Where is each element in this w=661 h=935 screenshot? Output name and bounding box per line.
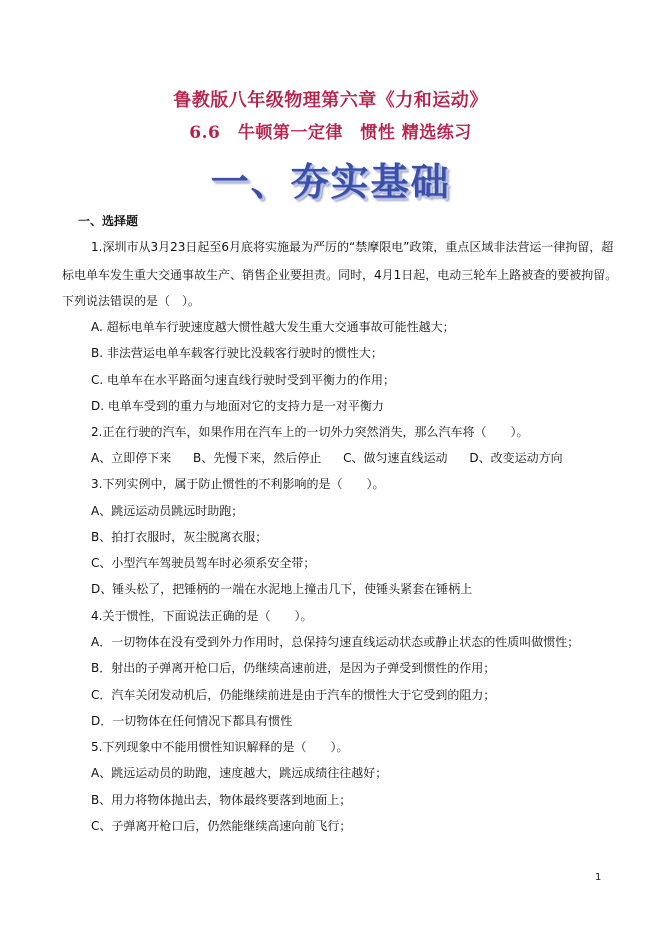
q2-option-c: C、做匀速直线运动: [343, 451, 448, 465]
q2-option-d: D、改变运动方向: [469, 451, 563, 465]
q1-option-c: C. 电单车在水平路面匀速直线行驶时受到平衡力的作用；: [91, 373, 396, 387]
q3-option-d: D、锤头松了，把锤柄的一端在水泥地上撞击几下，使锤头紧套在锤柄上: [91, 582, 473, 596]
q4-stem: 4.关于惯性，下面说法正确的是（ ）。: [91, 609, 313, 623]
q5-option-c: C、子弹离开枪口后，仍然能继续高速向前飞行；: [91, 819, 352, 833]
q1-option-a: A. 超标电单车行驶速度越大惯性越大发生重大交通事故可能性越大；: [91, 320, 455, 334]
q1-option-d: D. 电单车受到的重力与地面对它的支持力是一对平衡力: [91, 399, 384, 413]
q2-option-a: A、立即停下来: [91, 451, 172, 465]
q4-option-d: D．一切物体在任何情况下都具有惯性: [91, 714, 293, 728]
document-title: 鲁教版八年级物理第六章《力和运动》: [173, 90, 488, 111]
q2-option-b: B、先慢下来，然后停止: [193, 451, 322, 465]
section-banner: 一、夯实基础: [210, 159, 451, 204]
q4-option-b: B．射出的子弹离开枪口后，仍继续高速前进，是因为子弹受到惯性的作用；: [91, 661, 496, 675]
q2-stem: 2.正在行驶的汽车，如果作用在汽车上的一切外力突然消失，那么汽车将（ ）。: [91, 425, 529, 439]
q1-stem-line1: 1.深圳市从3月23日起至6月底将实施最为严厉的“禁摩限电”政策，重点区域非法营运一律拘留，超: [91, 240, 614, 254]
q3-option-c: C、小型汽车驾驶员驾车时必须系安全带；: [91, 556, 316, 570]
q3-stem: 3.下列实例中，属于防止惯性的不利影响的是（ ）。: [91, 477, 385, 491]
page-number: 1: [595, 872, 602, 883]
q5-option-a: A、跳远运动员的助跑，速度越大，跳远成绩往往越好；: [91, 766, 388, 780]
document-subtitle: 6.6 牛顿第一定律 惯性 精选练习: [189, 123, 472, 143]
q3-option-b: B、拍打衣服时，灰尘脱离衣服；: [91, 530, 268, 544]
section-heading: 一、选择题: [78, 214, 139, 228]
q5-option-b: B、用力将物体抛出去，物体最终要落到地面上；: [91, 793, 352, 807]
q4-option-a: A．一切物体在没有受到外力作用时，总保持匀速直线运动状态或静止状态的性质叫做惯性；: [91, 635, 580, 649]
q4-option-c: C．汽车关闭发动机后，仍能继续前进是由于汽车的惯性大于它受到的阻力；: [91, 688, 496, 702]
q1-stem-line3: 下列说法错误的是（ ）。: [62, 294, 201, 308]
q1-option-b: B. 非法营运电单车载客行驶比没载客行驶时的惯性大；: [91, 346, 383, 360]
q2-options: [91, 449, 581, 466]
q3-option-a: A、跳远运动员跳远时助跑；: [91, 504, 244, 518]
q5-stem: 5.下列现象中不能用惯性知识解释的是（ ）。: [91, 740, 349, 754]
q1-stem-line2: 标电单车发生重大交通事故生产、销售企业要担责。同时，4月1日起，电动三轮车上路被查的要被拘留。: [62, 268, 618, 282]
